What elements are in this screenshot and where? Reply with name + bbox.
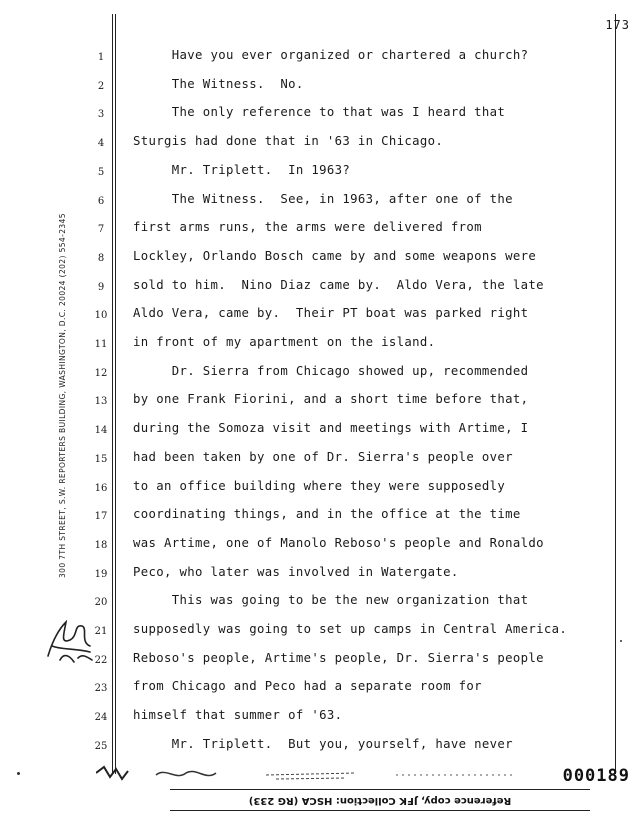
transcript-line: sold to him. Nino Diaz came by. Aldo Vera, the late — [133, 277, 544, 292]
line-number: 13 — [94, 396, 108, 408]
document-number: 000189 — [562, 766, 630, 786]
line-number: 23 — [94, 683, 108, 695]
transcript-line: in front of my apartment on the island. — [133, 335, 436, 349]
stamp-border-bottom — [170, 810, 590, 811]
transcript-line: coordinating things, and in the office at the time — [133, 507, 521, 522]
transcript-line: Sturgis had done that in '63 in Chicago. — [133, 134, 444, 149]
line-number: 24 — [94, 712, 108, 724]
line-number: 20 — [94, 597, 108, 609]
transcript-line: was Artime, one of Manolo Reboso's people and Ronaldo — [133, 535, 544, 550]
transcript-line: to an office building where they were supposedly — [133, 478, 506, 493]
line-number: 14 — [94, 425, 108, 437]
line-number: 12 — [94, 367, 108, 379]
transcript-line: This was going to be the new organization that — [133, 593, 529, 608]
reporter-address-margin: 300 7TH STREET, S.W. REPORTERS BUILDING, WASHINGTON, D.C. 20024 (202) 554-2345 — [58, 213, 67, 578]
transcript-line: himself that summer of '63. — [133, 708, 343, 723]
line-number: 1 — [97, 52, 105, 63]
line-number: 4 — [97, 138, 105, 150]
line-number: 22 — [94, 654, 108, 666]
transcript-line: supposedly was going to set up camps in Central America. — [133, 622, 568, 636]
transcript-line: The Witness. See, in 1963, after one of the — [133, 191, 513, 206]
transcript-line: had been taken by one of Dr. Sierra's people over — [133, 449, 513, 464]
margin-rule-left — [112, 14, 113, 774]
line-number: 18 — [94, 539, 108, 551]
line-number: 5 — [97, 166, 105, 178]
transcript-line: Aldo Vera, came by. Their PT boat was parked right — [133, 306, 529, 321]
transcript-line: Peco, who later was involved in Watergate. — [133, 564, 459, 579]
line-number: 19 — [94, 568, 108, 580]
handwritten-mark — [40, 616, 100, 668]
line-number: 10 — [94, 310, 108, 322]
transcript-line: Dr. Sierra from Chicago showed up, recommended — [133, 363, 529, 378]
transcript-line: Have you ever organized or chartered a church? — [133, 48, 529, 62]
line-number: 2 — [97, 80, 105, 92]
line-number: 8 — [97, 252, 105, 264]
line-number: 21 — [94, 626, 108, 637]
transcript-line: Lockley, Orlando Bosch came by and some weapons were — [133, 248, 537, 263]
line-number: 16 — [94, 482, 108, 494]
transcript-line: by one Frank Fiorini, and a short time before that, — [133, 392, 529, 407]
scan-speck — [17, 772, 20, 775]
transcript-line: Mr. Triplett. In 1963? — [133, 162, 351, 177]
line-number: 11 — [94, 339, 108, 350]
transcript-line: The only reference to that was I heard that — [133, 105, 506, 120]
scan-noise-strip — [96, 763, 616, 787]
reference-stamp: Reference copy, JFK Collection: HSCA (RG 233) — [248, 795, 512, 806]
transcript-line: The Witness. No. — [133, 76, 304, 91]
line-number: 6 — [97, 195, 105, 207]
scan-speck — [620, 640, 622, 642]
line-number: 7 — [97, 224, 105, 236]
transcript-line: Reboso's people, Artime's people, Dr. Sierra's people — [133, 650, 544, 665]
transcript-line: during the Somoza visit and meetings with Artime, I — [133, 421, 529, 436]
line-number: 25 — [94, 740, 108, 752]
margin-rule-left-inner — [115, 14, 116, 774]
transcript-line: Mr. Triplett. But you, yourself, have never — [133, 736, 513, 751]
line-number: 9 — [97, 281, 105, 293]
page-number: 173 — [605, 18, 630, 32]
margin-rule-right — [615, 14, 616, 774]
transcript-line: from Chicago and Peco had a separate room for — [133, 679, 482, 694]
line-number: 3 — [97, 109, 105, 121]
line-number: 17 — [94, 511, 108, 523]
transcript-line: first arms runs, the arms were delivered from — [133, 220, 482, 235]
line-number: 15 — [94, 453, 108, 465]
